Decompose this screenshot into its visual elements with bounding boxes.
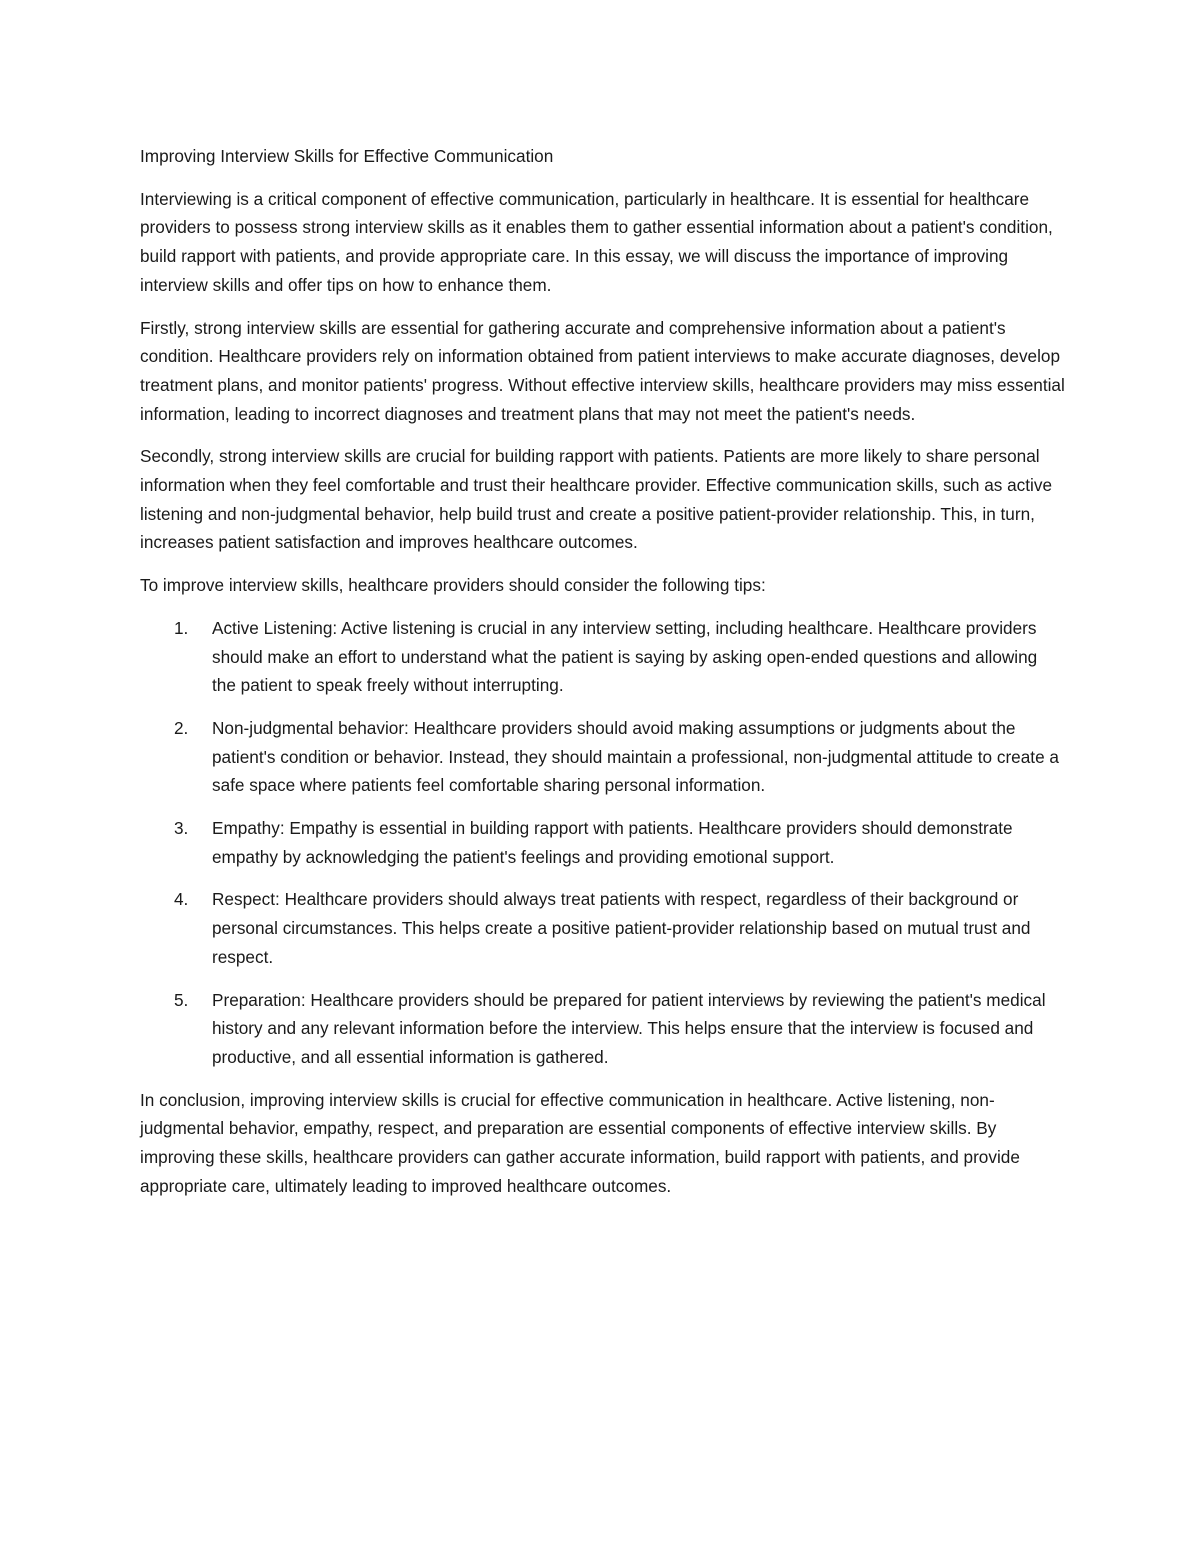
list-item [140,614,1065,700]
list-item [140,714,1065,800]
intro-paragraph: Interviewing is a critical component of effective communication, particularly in healthcare. It is essential for healthcare providers to possess strong interview skills as it enables them to gather essential information about a patient's condition, build rapport with patients, and provide appropriate care. In this essay, we will discuss the importance of improving interview skills and offer tips on how to enhance them. [140,188,1053,295]
tips-intro-paragraph: To improve interview skills, healthcare providers should consider the following tips: [140,575,766,596]
list-item-text: Respect: Healthcare providers should always treat patients with respect, regardless of their background or personal circumstances. This helps create a positive patient-provider relationship based on mutual trust and respect. [212,889,1031,967]
list-item-text: Empathy: Empathy is essential in building rapport with patients. Healthcare providers should demonstrate empathy by acknowledging the patient's feelings and providing emotional support. [212,818,1013,867]
list-item-text: Non-judgmental behavior: Healthcare providers should avoid making assumptions or judgments about the patient's condition or behavior. Instead, they should maintain a professional, non-judgmental attitude to create a safe space where patients feel comfortable sharing personal information. [212,717,1059,796]
list-item [140,814,1065,871]
tips-list [140,614,1065,1072]
document-body [140,142,1065,1215]
list-item [140,885,1065,971]
list-item-text: Preparation: Healthcare providers should be prepared for patient interviews by reviewing the patient's medical history and any relevant information before the interview. This helps ensure that the interview is focused and productive, and all essential information is gathered. [212,989,1046,1067]
body-paragraph-secondly: Secondly, strong interview skills are crucial for building rapport with patients. Patients are more likely to share personal information when they feel comfortable and trust their healthcare provider. Effective communication skills, such as active listening and non-judgmental behavior, help build trust and create a positive patient-provider relationship. This, in turn, increases patient satisfaction and improves healthcare outcomes. [140,446,1053,553]
list-item-number: 2. [174,717,189,738]
list-item-number: 4. [174,889,189,910]
list-item-number: 1. [174,617,189,638]
document-title: Improving Interview Skills for Effective Communication [140,146,554,166]
conclusion-paragraph: In conclusion, improving interview skills is crucial for effective communication in healthcare. Active listening, non-judgmental behavior, empathy, respect, and preparation are essential components of effective interview skills. By improving these skills, healthcare providers can gather accurate information, build rapport with patients, and provide appropriate care, ultimately leading to improved healthcare outcomes. [140,1089,1020,1196]
list-item [140,986,1065,1072]
list-item-text: Active Listening: Active listening is crucial in any interview setting, including healthcare. Healthcare providers should make an effort to understand what the patient is saying by asking open-ended questions and allowing the patient to speak freely without interrupting. [212,617,1038,696]
list-item-number: 3. [174,818,189,839]
body-paragraph-firstly: Firstly, strong interview skills are essential for gathering accurate and comprehensive information about a patient's condition. Healthcare providers rely on information obtained from patient interviews to make accurate diagnoses, develop treatment plans, and monitor patients' progress. Without effective interview skills, healthcare providers may miss essential information, leading to incorrect diagnoses and treatment plans that may not meet the patient's needs. [140,317,1065,424]
list-item-number: 5. [174,989,189,1010]
